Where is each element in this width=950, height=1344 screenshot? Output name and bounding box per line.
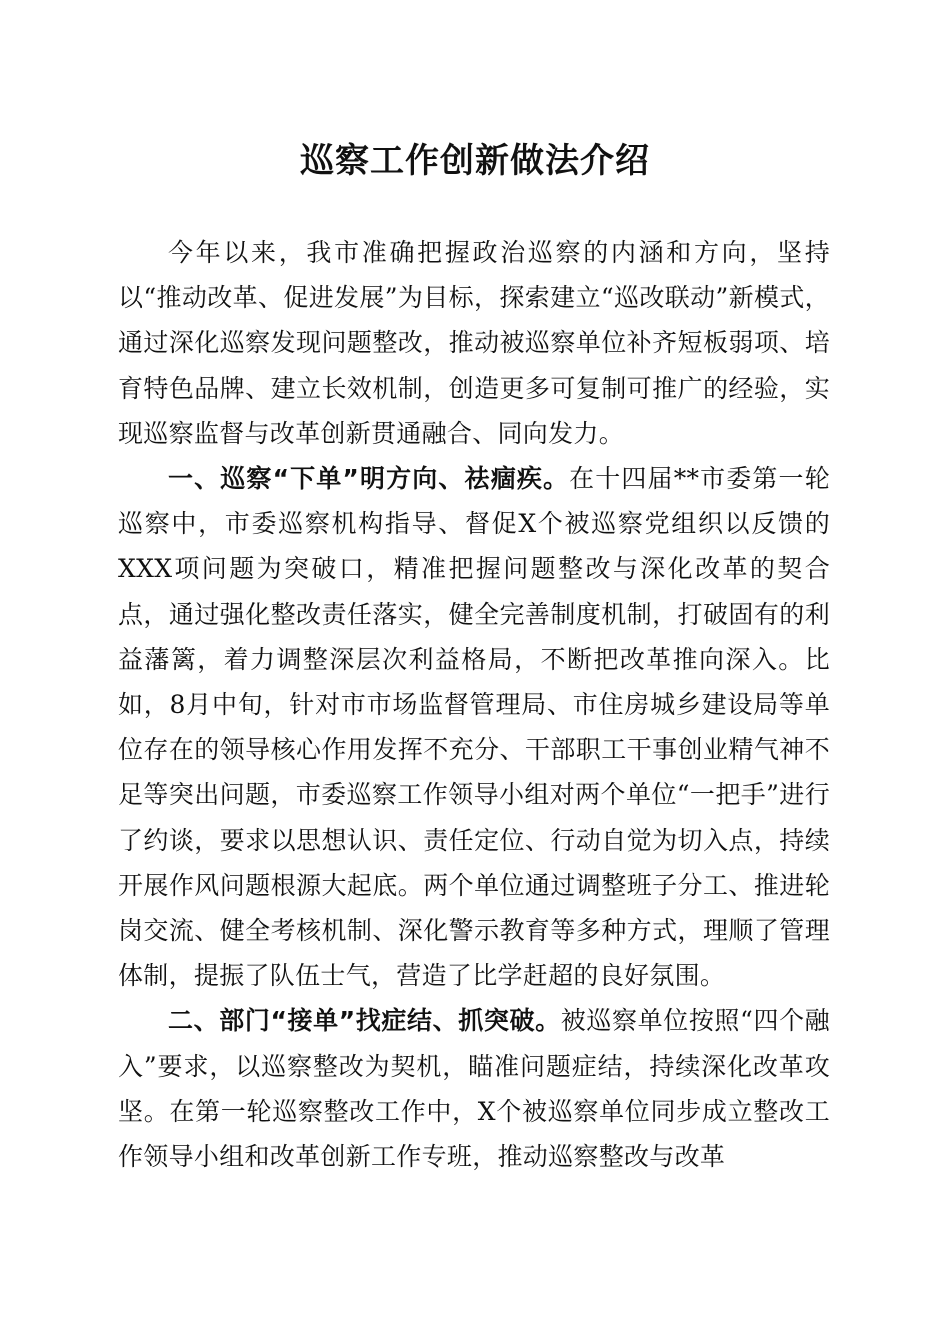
section-two-heading: 二、部门“接单”找症结、抓突破。 bbox=[168, 1006, 561, 1036]
section-one-text: 在十四届**市委第一轮巡察中，市委巡察机构指导、督促X个被巡察党组织以反馈的XXX项问题为突破口，精准把握问题整改与深化改革的契合点，通过强化整改责任落实，健全完善制度机制，打破固有的利益藩篱，着力调整深层次利益格局，不断把改革推向深入。比如，8月中旬，针对市市场监督管理局、市住房城乡建设局等单位存在的领导核心作用发挥不充分、干部职工干事创业精气神不足等突出问题，市委巡察工作领导小组对两个单位“一把手”进行了约谈，要求以思想认识、责任定位、行动自觉为切入点，持续开展作风问题根源大起底。两个单位通过调整班子分工、推进轮岗交流、健全考核机制、深化警示教育等多种方式，理顺了管理体制，提振了队伍士气，营造了比学赶超的良好氛围。 bbox=[118, 464, 830, 991]
intro-paragraph bbox=[118, 230, 830, 456]
document-body bbox=[118, 230, 830, 1179]
section-one-heading: 一、巡察“下单”明方向、祛痼疾。 bbox=[168, 464, 570, 494]
section-two-text: 被巡察单位按照“四个融入”要求，以巡察整改为契机，瞄准问题症结，持续深化改革攻坚。在第一轮巡察整改工作中，X个被巡察单位同步成立整改工作领导小组和改革创新工作专班，推动巡察整改与改革 bbox=[118, 1006, 830, 1172]
intro-paragraph-text: 今年以来，我市准确把握政治巡察的内涵和方向，坚持以“推动改革、促进发展”为目标，探索建立“巡改联动”新模式，通过深化巡察发现问题整改，推动被巡察单位补齐短板弱项、培育特色品牌、建立长效机制，创造更多可复制可推广的经验，实现巡察监督与改革创新贯通融合、同向发力。 bbox=[118, 238, 830, 448]
section-one-paragraph bbox=[118, 456, 830, 998]
document-title: 巡察工作创新做法介绍 bbox=[300, 141, 650, 181]
section-two-paragraph bbox=[118, 998, 830, 1179]
